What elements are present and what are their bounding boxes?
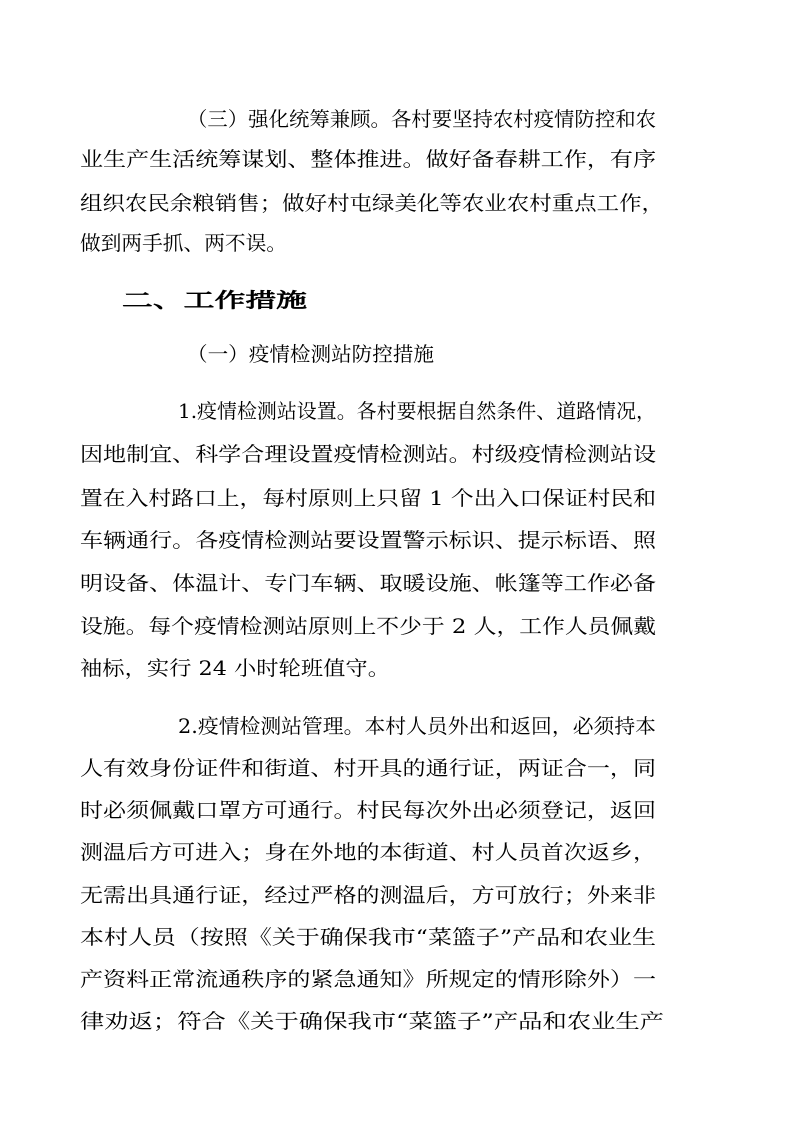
- text-line: 本村人员（按照《关于确保我市“菜篮子”产品和农业生: [80, 925, 656, 949]
- text-line: 2.疫情检测站管理。本村人员外出和返回，必须持本: [178, 714, 656, 738]
- text-line: 1.疫情检测站设置。各村要根据自然条件、道路情况，: [178, 399, 656, 423]
- item-2-line-3: [0, 787, 794, 833]
- text-line: 袖标，实行 24 小时轮班值守。: [80, 656, 390, 680]
- item-1-line-2: [0, 431, 794, 477]
- paragraph-3-line-2: [0, 136, 794, 182]
- text-line: 业生产生活统筹谋划、整体推进。做好备春耕工作，有序: [80, 147, 656, 171]
- item-1-line-3: [0, 475, 794, 521]
- text-line: 明设备、体温计、专门车辆、取暖设施、帐篷等工作必备: [80, 571, 656, 595]
- item-1-line-6: [0, 603, 794, 649]
- item-1-line-5: [0, 560, 794, 606]
- text-line: 因地制宜、科学合理设置疫情检测站。村级疫情检测站设: [80, 442, 656, 466]
- text-line: 无需出具通行证，经过严格的测温后，方可放行；外来非: [80, 883, 656, 907]
- text-line: 律劝返；符合《关于确保我市“菜篮子”产品和农业生产: [80, 1009, 664, 1033]
- subheading: [0, 331, 794, 377]
- subheading-text: （一）疫情检测站防控措施: [187, 342, 434, 366]
- item-1-line-4: [0, 517, 794, 563]
- text-line: （三）强化统筹兼顾。各村要坚持农村疫情防控和农: [187, 107, 656, 131]
- text-line: 车辆通行。各疫情检测站要设置警示标识、提示标语、照: [80, 528, 656, 552]
- text-line: 人有效身份证件和街道、村开具的通行证，两证合一，同: [80, 756, 656, 780]
- section-heading: [0, 277, 794, 323]
- paragraph-3-line-4: [0, 220, 794, 266]
- item-2-line-5: [0, 872, 794, 918]
- item-2-line-4: [0, 829, 794, 875]
- section-heading-text: 二、工作措施: [122, 288, 307, 312]
- text-line: 测温后方可进入；身在外地的本街道、村人员首次返乡，: [80, 840, 656, 864]
- item-1-line-1: [0, 388, 794, 434]
- text-line: 设施。每个疫情检测站原则上不少于 2 人，工作人员佩戴: [80, 614, 656, 638]
- item-1-line-7: [0, 645, 794, 691]
- text-line: 时必须佩戴口罩方可通行。村民每次外出必须登记，返回: [80, 798, 656, 822]
- text-line: 置在入村路口上，每村原则上只留 1 个出入口保证村民和: [80, 486, 656, 510]
- item-2-line-8: [0, 998, 794, 1044]
- item-2-line-2: [0, 745, 794, 791]
- item-2-line-1: [0, 703, 794, 749]
- text-line: 做到两手抓、两不误。: [80, 231, 287, 255]
- item-2-line-7: [0, 956, 794, 1002]
- item-2-line-6: [0, 914, 794, 960]
- text-line: 产资料正常流通秩序的紧急通知》所规定的情形除外）一: [80, 967, 656, 991]
- text-line: 组织农民余粮销售；做好村屯绿美化等农业农村重点工作，: [80, 191, 664, 215]
